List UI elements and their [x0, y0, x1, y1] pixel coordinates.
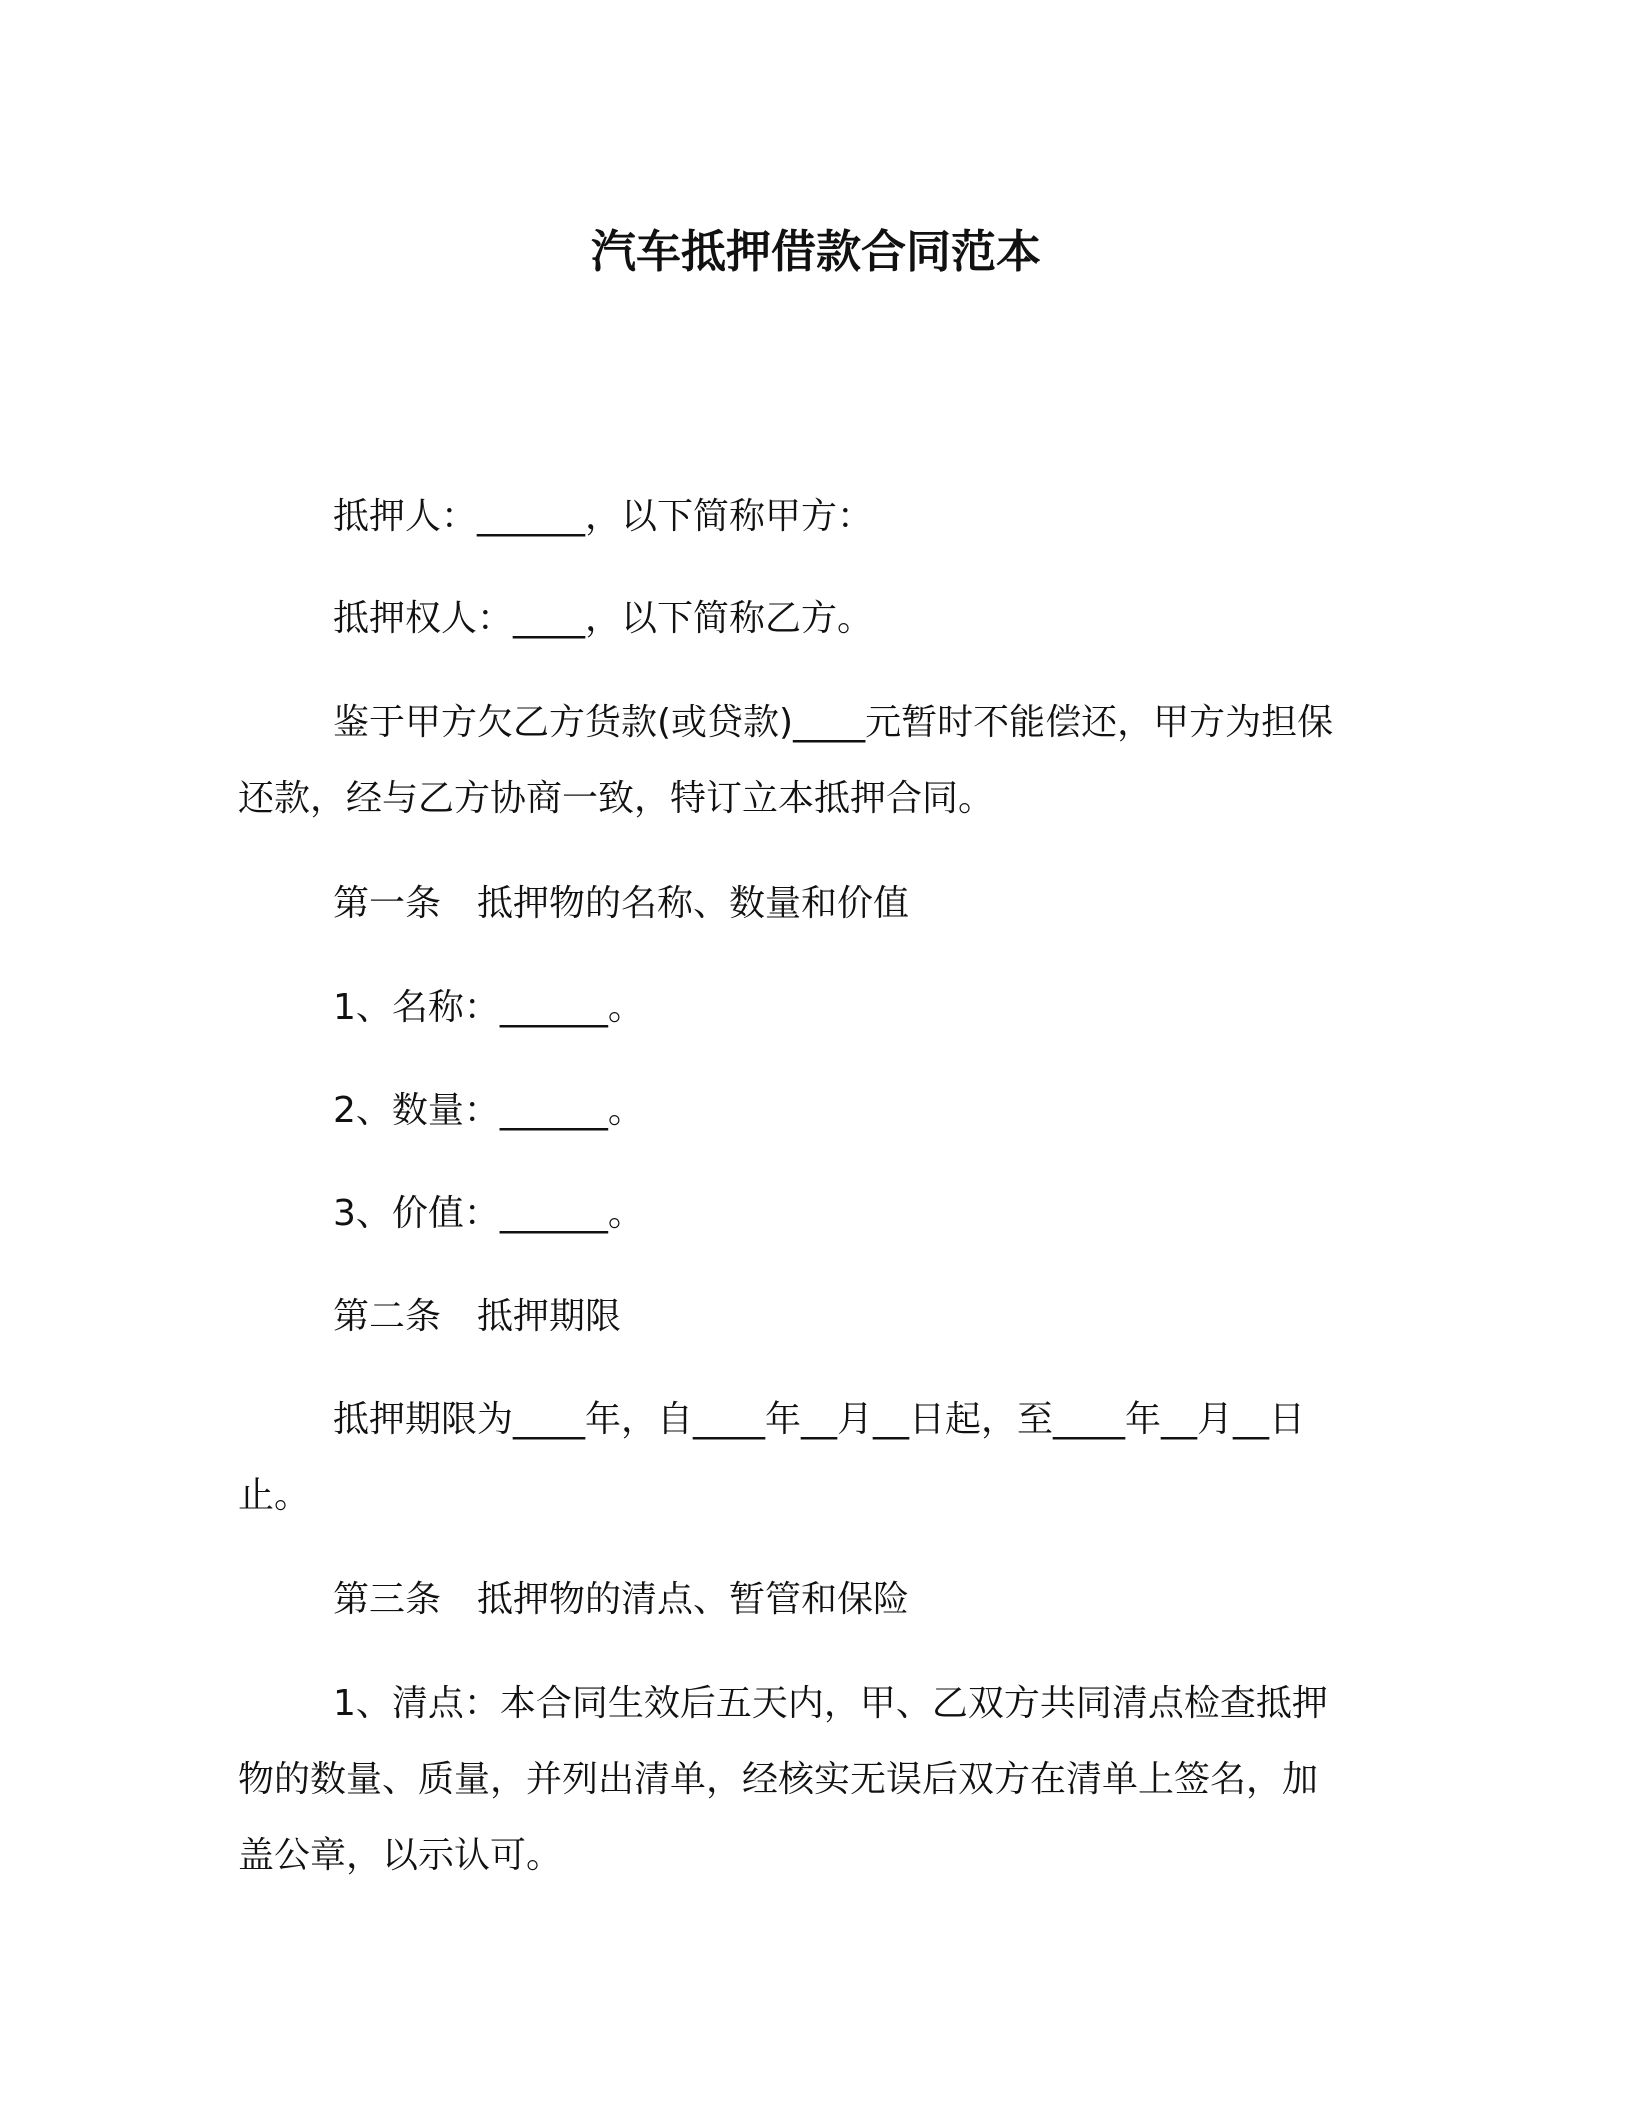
article-2-heading — [333, 1293, 1393, 1341]
inventory-line-1: 1、清点：本合同生效后五天内，甲、乙双方共同清点检查抵押 — [333, 1683, 1328, 1724]
term-line-1: 抵押期限为____年，自____年__月__日起，至____年__月__日 — [333, 1399, 1306, 1440]
term-line-2: 止。 — [238, 1475, 311, 1516]
inventory-line-3: 盖公章，以示认可。 — [238, 1835, 563, 1876]
preamble-line-2: 还款，经与乙方协商一致，特订立本抵押合同。 — [238, 778, 995, 819]
article-3-heading — [333, 1576, 1393, 1624]
article-1-number: 第一条 — [333, 883, 442, 924]
preamble-line-1: 鉴于甲方欠乙方货款(或贷款)____元暂时不能偿还，甲方为担保 — [333, 702, 1334, 743]
inventory-line-2: 物的数量、质量，并列出清单，经核实无误后双方在清单上签名，加 — [238, 1759, 1319, 1800]
article-2-title: 抵押期限 — [477, 1296, 622, 1337]
document-title: 汽车抵押借款合同范本 — [590, 225, 1041, 278]
mortgagee-line: 抵押权人：____，以下简称乙方。 — [333, 598, 874, 639]
mortgagor-line: 抵押人：______，以下简称甲方： — [333, 496, 874, 537]
article-1-title: 抵押物的名称、数量和价值 — [477, 883, 910, 924]
item-quantity-line: 2、数量：______。 — [333, 1090, 644, 1131]
article-2-number: 第二条 — [333, 1296, 442, 1337]
article-3-title: 抵押物的清点、暂管和保险 — [477, 1579, 910, 1620]
article-1-heading — [333, 880, 1393, 928]
item-value-line: 3、价值：______。 — [333, 1193, 644, 1234]
item-name-line: 1、名称：______。 — [333, 987, 644, 1028]
article-3-number: 第三条 — [333, 1579, 442, 1620]
